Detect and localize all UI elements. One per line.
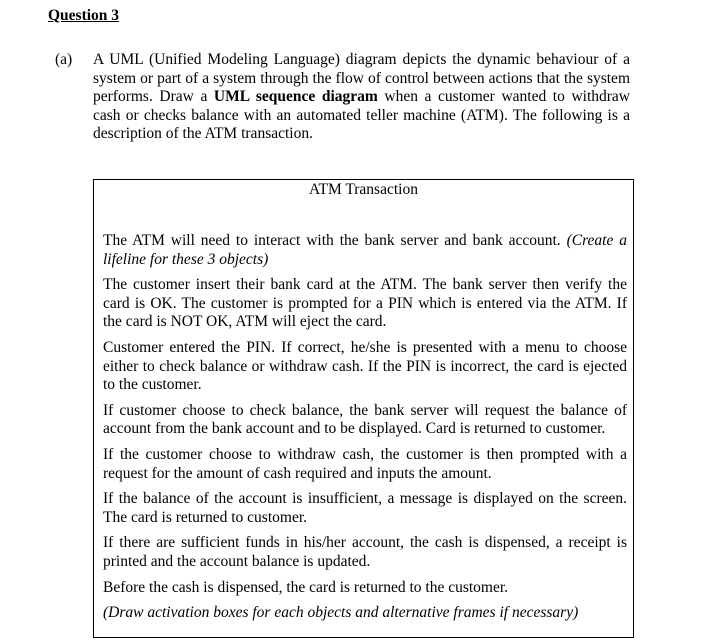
paragraph-italic-note: (Create a lifeline for these 3 objects) xyxy=(103,232,627,268)
paragraph-lifelines xyxy=(103,232,627,269)
part-a-text-after: when a customer wanted to withdraw cash or checks balance with an automated teller machine (ATM). The following is a description of the ATM transaction. xyxy=(93,88,630,143)
part-a-bold-term: UML sequence diagram xyxy=(213,88,378,106)
atm-box-content xyxy=(103,232,627,630)
paragraph-card-returned: Before the cash is dispensed, the card is returned to the customer. xyxy=(103,578,509,596)
paragraph-withdraw-cash: If the customer choose to withdraw cash, the customer is then prompted with a request for the amount of cash required and inputs the amount. xyxy=(103,445,627,482)
paragraph-instructions-note: (Draw activation boxes for each objects and alternative frames if necessary) xyxy=(103,604,579,622)
atm-transaction-box xyxy=(93,179,634,638)
paragraph-check-balance: If customer choose to check balance, the bank server will request the balance of account from the bank account and to be displayed. Card is returned to customer. xyxy=(103,401,627,438)
question-title: Question 3 xyxy=(48,7,120,24)
paragraph-sufficient-funds: If there are sufficient funds in his/her account, the cash is dispensed, a receipt is printed and the account balance is updated. xyxy=(103,534,627,570)
paragraph-pin-entry: Customer entered the PIN. If correct, he/she is presented with a menu to choose either to check balance or withdraw cash. If the PIN is incorrect, the card is ejected to the customer. xyxy=(103,338,627,394)
paragraph-insufficient-balance: If the balance of the account is insufficient, a message is displayed on the screen. The card is returned to customer. xyxy=(103,490,627,526)
paragraph-card-insert: The customer insert their bank card at the ATM. The bank server then verify the card is OK. The customer is prompted for a PIN which is entered via the ATM. If the card is NOT OK, ATM will eject the card. xyxy=(103,276,627,331)
paragraph-text: The ATM will need to interact with the bank server and bank account. xyxy=(103,232,567,249)
atm-box-title: ATM Transaction xyxy=(309,181,418,198)
part-a-text-before: A UML (Unified Modeling Language) diagram depicts the dynamic behaviour of a system or part of a system through the flow of control between actions that the system performs. Draw a xyxy=(93,51,630,106)
part-a-question-text xyxy=(93,51,630,144)
part-label: (a) xyxy=(55,51,73,68)
